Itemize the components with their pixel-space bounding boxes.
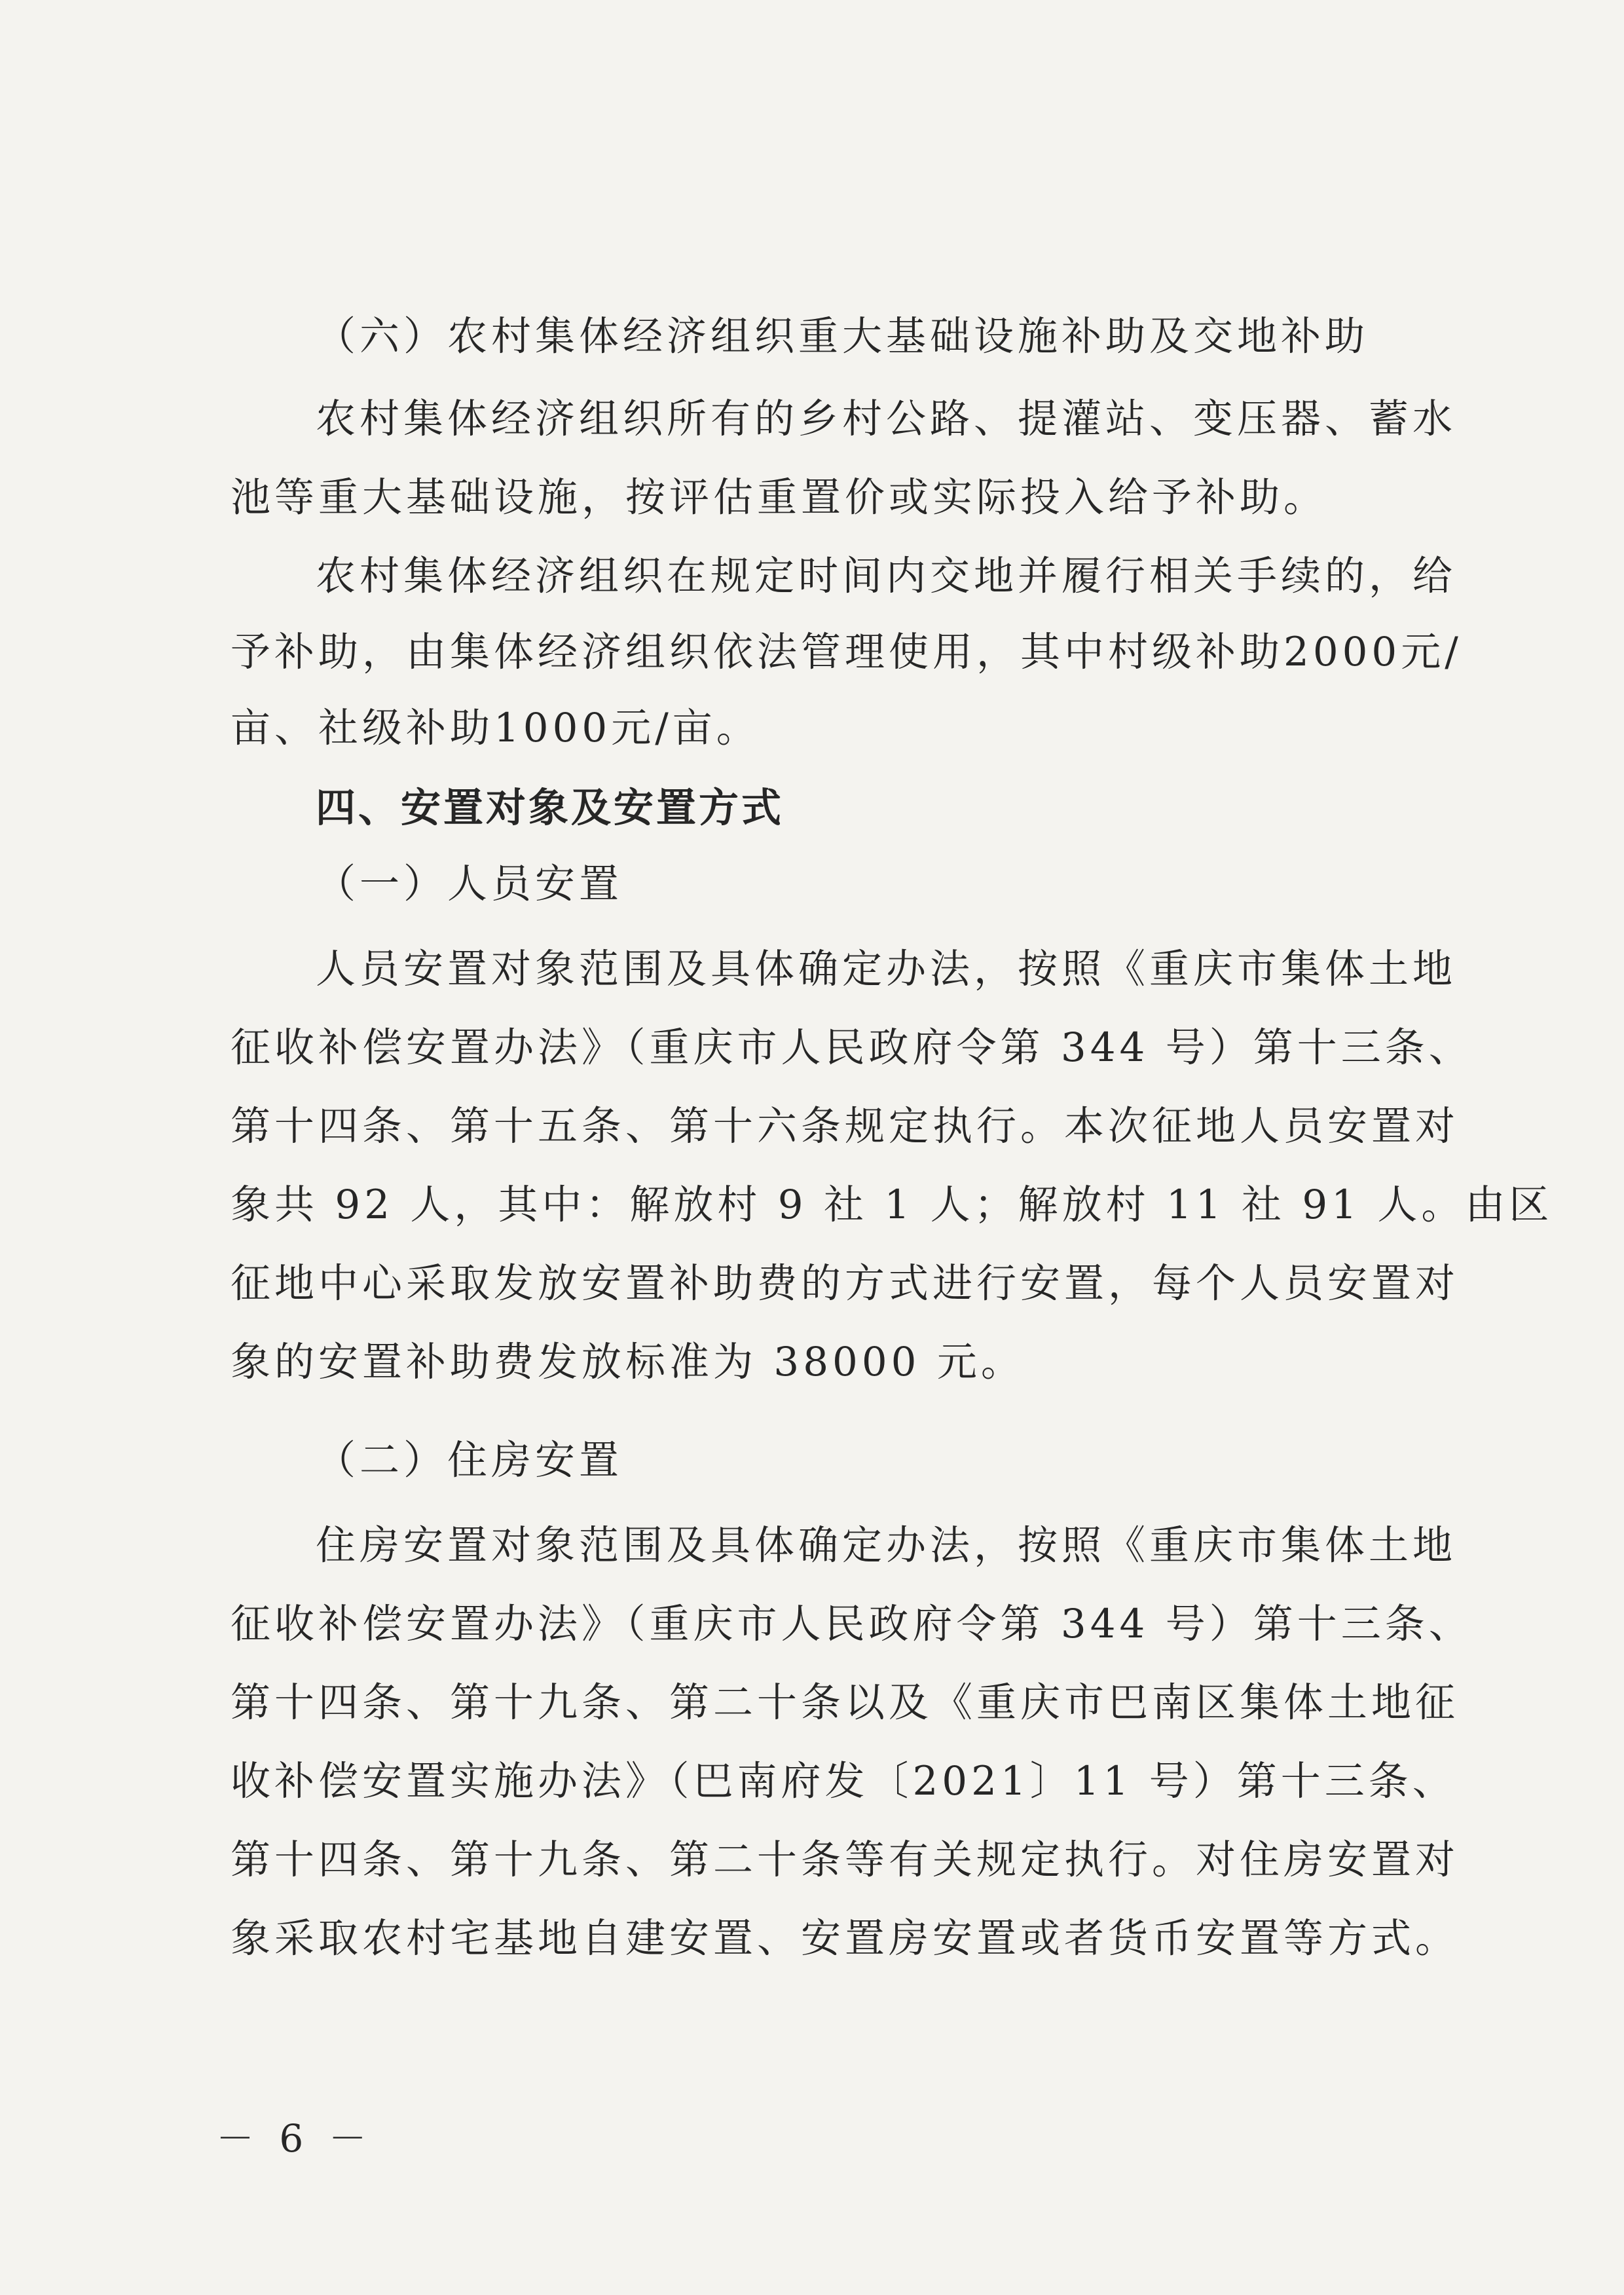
paragraph-line: 农村集体经济组织所有的乡村公路、提灌站、变压器、蓄水	[316, 396, 1457, 442]
paragraph-line: 人员安置对象范围及具体确定办法，按照《重庆市集体土地	[316, 946, 1457, 992]
section-heading-4: 四、安置对象及安置方式	[316, 785, 784, 831]
paragraph-line: 农村集体经济组织在规定时间内交地并履行相关手续的，给	[316, 553, 1457, 599]
paragraph-line: 池等重大基础设施，按评估重置价或实际投入给予补助。	[231, 474, 1328, 521]
paragraph-line: 象采取农村宅基地自建安置、安置房安置或者货币安置等方式。	[231, 1915, 1460, 1962]
paragraph-line: 住房安置对象范围及具体确定办法，按照《重庆市集体土地	[316, 1522, 1457, 1569]
paragraph-line: 第十四条、第十九条、第二十条等有关规定执行。对住房安置对	[231, 1837, 1460, 1883]
paragraph-line: 征地中心采取发放安置补助费的方式进行安置，每个人员安置对	[231, 1260, 1460, 1307]
paragraph-line: 收补偿安置实施办法》（巴南府发〔2021〕11 号）第十三条、	[231, 1758, 1456, 1804]
page-number: － 6 －	[216, 2116, 373, 2161]
paragraph-line: 第十四条、第十九条、第二十条以及《重庆市巴南区集体土地征	[231, 1679, 1460, 1726]
subsection-heading-1: （一）人员安置	[316, 861, 623, 907]
paragraph-line: 第十四条、第十五条、第十六条规定执行。本次征地人员安置对	[231, 1103, 1460, 1149]
paragraph-line: 亩、社级补助1000元/亩。	[231, 705, 760, 751]
paragraph-line: 征收补偿安置办法》（重庆市人民政府令第 344 号）第十三条、	[231, 1024, 1473, 1071]
paragraph-line: 象共 92 人，其中：解放村 9 社 1 人；解放村 11 社 91 人。由区	[231, 1182, 1553, 1228]
paragraph-line: 予补助，由集体经济组织依法管理使用，其中村级补助2000元/	[231, 629, 1462, 675]
paragraph-line: 征收补偿安置办法》（重庆市人民政府令第 344 号）第十三条、	[231, 1601, 1473, 1647]
paragraph-line: 象的安置补助费发放标准为 38000 元。	[231, 1339, 1025, 1385]
subsection-heading-6: （六）农村集体经济组织重大基础设施补助及交地补助	[316, 313, 1369, 360]
subsection-heading-2: （二）住房安置	[316, 1437, 623, 1483]
